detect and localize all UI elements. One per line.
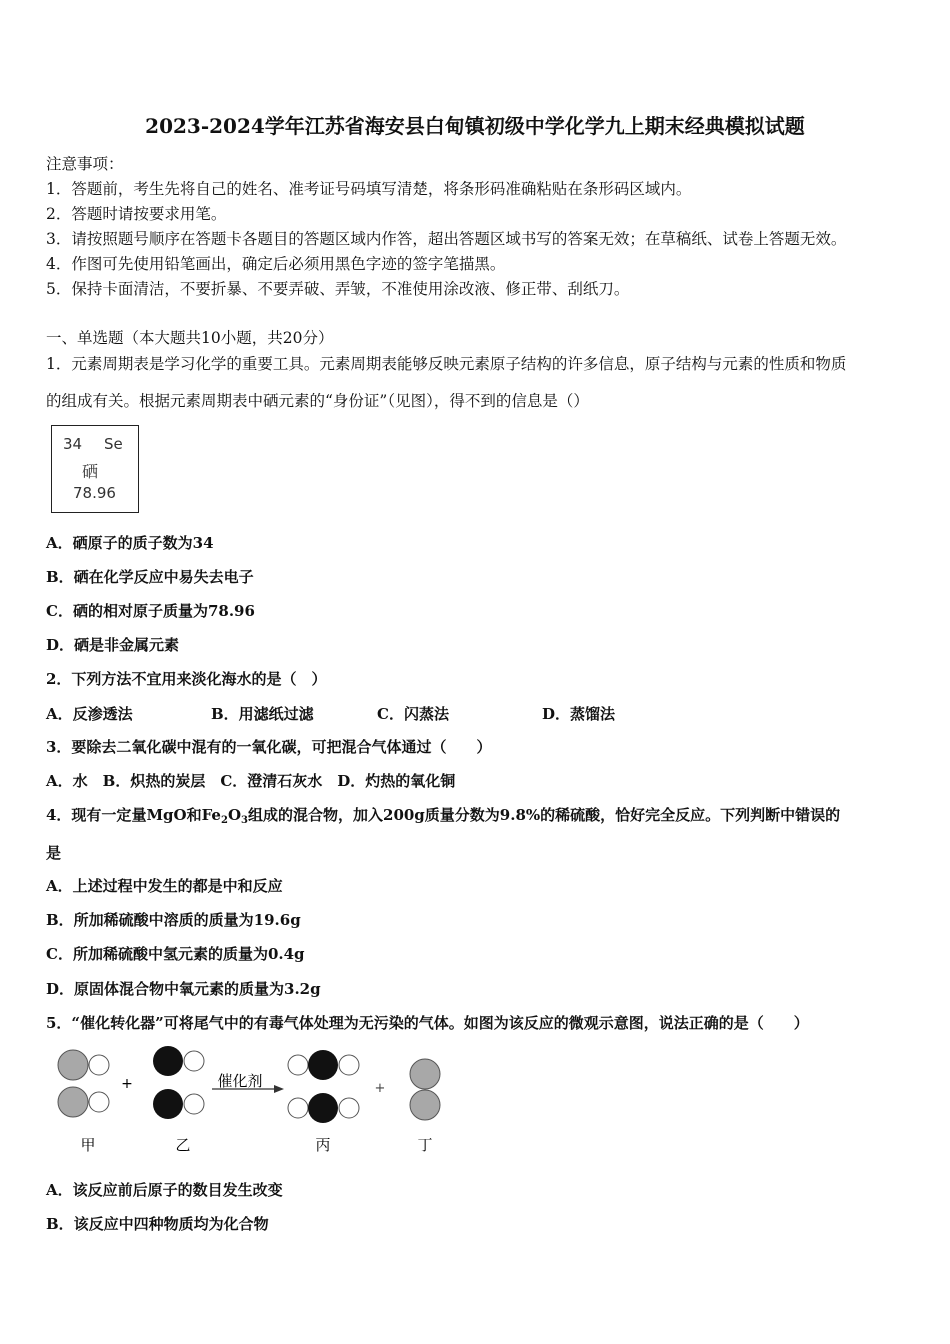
notice-item: 5．保持卡面清洁，不要折暴、不要弄破、弄皱，不准使用涂改液、修正带、刮纸刀。 xyxy=(46,280,630,298)
molecule-jia xyxy=(58,1050,109,1117)
label-yi: 乙 xyxy=(175,1136,191,1154)
plus-sign-2: + xyxy=(374,1081,386,1096)
molecule-yi xyxy=(153,1046,204,1119)
q2-option-d: D．蒸馏法 xyxy=(542,705,616,723)
section-heading: 一、单选题（本大题共10小题，共20分） xyxy=(46,329,334,347)
exam-title: 2023-2024学年江苏省海安县白甸镇初级中学化学九上期末经典模拟试题 xyxy=(145,114,805,138)
selenium-element-card xyxy=(51,425,139,513)
q2-option-b: B．用滤纸过滤 xyxy=(211,705,314,723)
element-name: 硒 xyxy=(82,462,99,481)
q1-option-b: B．硒在化学反应中易失去电子 xyxy=(46,568,254,586)
molecule-ding xyxy=(410,1059,440,1120)
q5-stem: 5．“催化转化器”可将尾气中的有毒气体处理为无污染的气体。如图为该反应的微观示意图，说法正确的是（ ） xyxy=(46,1014,809,1032)
atomic-number: 34 xyxy=(63,435,83,453)
q1-option-d: D．硒是非金属元素 xyxy=(46,636,180,654)
notice-item: 2．答题时请按要求用笔。 xyxy=(46,205,227,223)
notice-item: 3．请按照题号顺序在答题卡各题目的答题区域内作答，超出答题区域书写的答案无效；在草稿纸、试卷上答题无效。 xyxy=(46,230,847,248)
q1-stem-line2: 的组成有关。根据元素周期表中硒元素的“身份证”（见图），得不到的信息是（） xyxy=(46,392,589,410)
q2-option-a: A．反渗透法 xyxy=(46,705,133,723)
atomic-mass: 78.96 xyxy=(73,484,116,502)
q1-option-a: A．硒原子的质子数为34 xyxy=(46,534,214,552)
q1-stem-line1: 1．元素周期表是学习化学的重要工具。元素周期表能够反映元素原子结构的许多信息，原子结构与元素的性质和物质 xyxy=(46,355,847,373)
element-symbol: Se xyxy=(104,435,123,453)
q4-option-a: A．上述过程中发生的都是中和反应 xyxy=(46,877,283,895)
q5-option-a: A．该反应前后原子的数目发生改变 xyxy=(46,1181,283,1199)
arrow-head xyxy=(274,1085,284,1093)
q4-option-d: D．原固体混合物中氧元素的质量为3.2g xyxy=(46,980,321,998)
notice-item: 4．作图可先使用铅笔画出，确定后必须用黑色字迹的签字笔描黑。 xyxy=(46,255,506,273)
label-jia: 甲 xyxy=(80,1136,96,1154)
q4-stem-line1: 4．现有一定量MgO和$Fe_2O_3$组成的混合物，加入200g质量分数为9.8%的稀硫酸，恰好完全反应。下列判断中错误的 xyxy=(46,806,841,826)
q2-option-c: C．闪蒸法 xyxy=(377,705,449,723)
plus-sign-1: + xyxy=(121,1076,133,1092)
molecule-bing xyxy=(288,1050,359,1123)
notice-heading: 注意事项： xyxy=(46,155,124,173)
notice-item: 1．答题前，考生先将自己的姓名、准考证号码填写清楚，将条形码准确粘贴在条形码区域内。 xyxy=(46,180,692,198)
q5-option-b: B．该反应中四种物质均为化合物 xyxy=(46,1215,269,1233)
label-bing: 丙 xyxy=(315,1136,331,1154)
catalyst-label: 催化剂 xyxy=(217,1072,263,1090)
q4-option-c: C．所加稀硫酸中氢元素的质量为0.4g xyxy=(46,945,305,963)
q1-option-c: C．硒的相对原子质量为78.96 xyxy=(46,602,255,620)
q3-stem: 3．要除去二氧化碳中混有的一氧化碳，可把混合气体通过（ ） xyxy=(46,738,492,756)
q4-option-b: B．所加稀硫酸中溶质的质量为19.6g xyxy=(46,911,301,929)
reaction-micro-diagram xyxy=(40,1040,470,1160)
q2-stem: 2．下列方法不宜用来淡化海水的是（ ） xyxy=(46,670,327,688)
label-ding: 丁 xyxy=(417,1136,433,1154)
q3-options: A．水 B．炽热的炭层 C．澄清石灰水 D．灼热的氧化铜 xyxy=(46,772,456,790)
q4-stem-line2: 是 xyxy=(46,844,62,862)
